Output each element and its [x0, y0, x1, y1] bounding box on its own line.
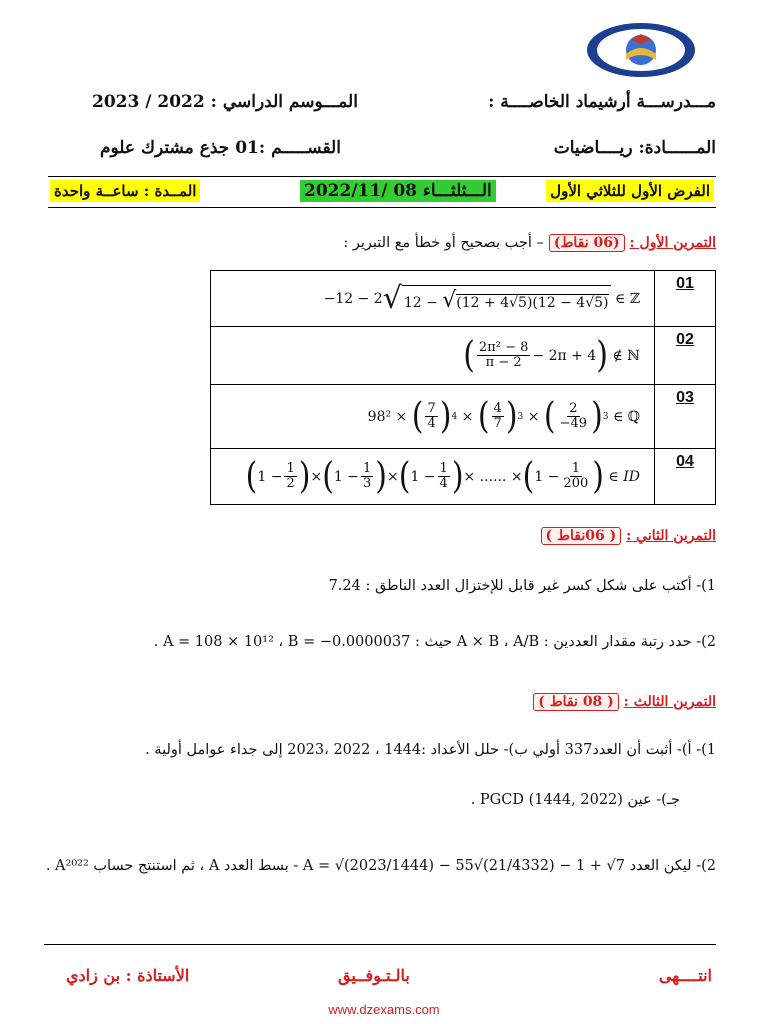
exercise2-label: التمرين الثاني :: [626, 528, 716, 544]
table-row: [211, 385, 716, 449]
footer-divider: [44, 944, 716, 945]
exercise2-points: ( 06نقاط ): [541, 527, 622, 545]
item-04-number: 04: [655, 449, 716, 505]
exercise3-question2: 2)- ليكن العدد A = √(2023/1444) − 55√(21/4332) − 1 + √7 - بسط العدد A ، ثم استنتج حساب A²⁰²² .: [45, 858, 716, 874]
exercise2-question2: 2)- حدد رتبة مقدار العددين : A × B ، A/B حيث : A = 108 × 10¹² ، B = −0.0000037 .: [153, 634, 716, 650]
footer-wish: بالـتـوفــيق: [338, 966, 410, 985]
exercise1-label: التمرين الأول :: [629, 235, 716, 251]
table-row: [211, 449, 716, 505]
item-02-expression: ( $\frac{\text{2π² − 8}}{\pi - 2}$ − 2π + 4 ) ∉ ℕ: [211, 327, 655, 385]
exercise1-points: (06 نقاط): [549, 234, 625, 252]
footer-end: انتــــهى: [658, 966, 712, 985]
table-row: [211, 271, 716, 327]
item-04-expression: ( 1 − $\frac{1}{2}$ ) × ( 1 − $\frac{1}{3}$ ) × ( 1 − $\frac{1}{4}$ ) × ...... × ( 1 − $\frac{1}{200}$ ) ∈ ID: [211, 449, 655, 505]
exercise3-question1c: جـ)- عين PGCD (1444, 2022) .: [470, 792, 680, 808]
exercise3-label: التمرين الثالث :: [623, 694, 716, 710]
school-name: مـــدرســـة أرشيماد الخاصــــة :: [488, 92, 716, 112]
exercise2-heading: [541, 528, 716, 544]
exercise3-heading: [533, 694, 716, 710]
item-01-number: 01: [655, 271, 716, 327]
item-01-expression: −12 − 2 √ 12 − √(12 + 4√5)(12 − 4√5) ∈ ℤ: [211, 271, 655, 327]
item-03-expression: 98² × ( $\frac{7}{4}$ ) 4 × ( $\frac{4}{7}$ ) 3 × ( $\frac{2}{-49}$ ) 3 ∈ ℚ: [211, 385, 655, 449]
exercise3-question1ab: 1)- أ)- أثبت أن العدد337 أولي ب)- حلل الأعداد :1444 ، 2022 ،2023 إلى جداء عوامل أولية .: [145, 742, 716, 758]
exam-info-bar: [48, 176, 716, 208]
item-03-number: 03: [655, 385, 716, 449]
footer-teacher: الأستاذة : بن زادي: [66, 966, 190, 985]
exercise3-points: ( 08 نقاط ): [533, 693, 619, 711]
website-link[interactable]: www.dzexams.com: [328, 1002, 440, 1017]
school-year: المـــوسم الدراسي : 2022 / 2023: [92, 92, 358, 112]
truefalse-table: [210, 270, 716, 505]
exercise1-heading: [343, 232, 716, 251]
exercise2-question1: 1)- أكتب على شكل كسر غير قابل للإختزال العدد الناطق : 7.24: [328, 578, 716, 594]
exercise1-instruction: – أجب بصحيح أو خطأ مع التبرير :: [343, 235, 544, 251]
table-row: [211, 327, 716, 385]
item-02-number: 02: [655, 327, 716, 385]
exam-duration: المــدة : ساعــة واحدة: [50, 180, 200, 202]
exam-title: الفرض الأول للثلاثي الأول: [546, 180, 714, 202]
subject: المــــــادة: ريــــاضيات: [553, 138, 716, 158]
class-section: القســـــم :01 جذع مشترك علوم: [100, 138, 341, 158]
exam-date: الـــثلثـــاء 08 /2022/11: [300, 180, 496, 202]
school-logo: [585, 20, 697, 80]
